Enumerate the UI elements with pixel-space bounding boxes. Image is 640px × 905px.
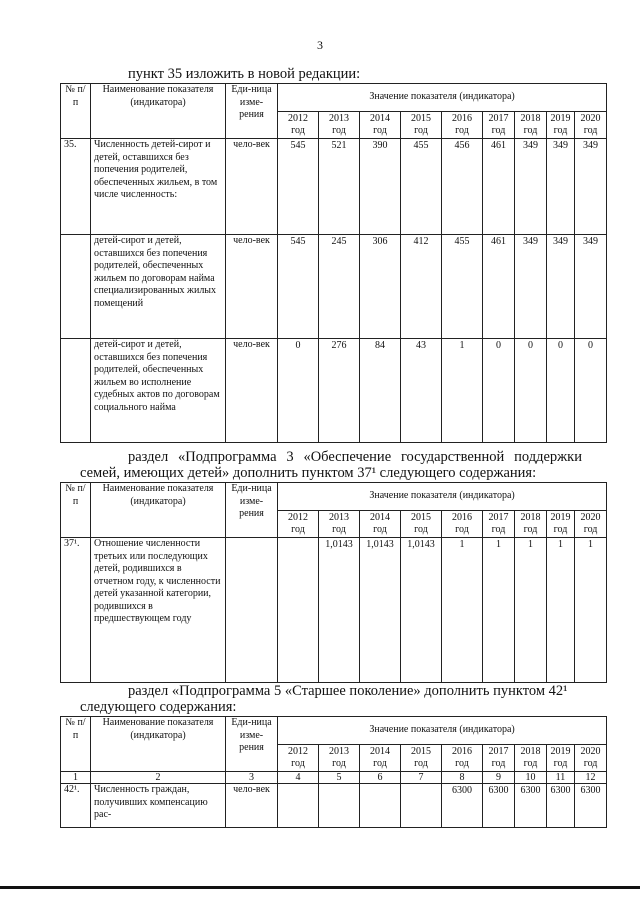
value-2013: 521 [319, 139, 360, 235]
year-number: 2018 [520, 512, 541, 523]
value-2018: 349 [515, 235, 547, 339]
header-no: № п/п [61, 483, 91, 538]
value-2020: 349 [575, 235, 607, 339]
header-year-2017 [483, 112, 515, 139]
value-2017: 461 [483, 139, 515, 235]
header-no: № п/п [61, 717, 91, 772]
header-name: Наименование показателя (индикатора) [91, 84, 226, 139]
year-number: 2016 [452, 512, 472, 523]
value-2016: 6300 [442, 784, 483, 828]
value-2017: 0 [483, 339, 515, 443]
column-number: 4 [278, 772, 319, 784]
column-number: 1 [61, 772, 91, 784]
year-word: год [332, 524, 346, 535]
year-number: 2018 [520, 113, 541, 124]
year-word: год [373, 758, 387, 769]
year-word: год [455, 758, 469, 769]
header-year-2013 [319, 511, 360, 538]
header-unit: Еди-ница изме-рения [226, 483, 278, 538]
value-2014: 1,0143 [360, 538, 401, 683]
header-year-2013 [319, 745, 360, 772]
value-2015: 412 [401, 235, 442, 339]
indicator-name: Численность граждан, получивших компенсацию рас- [91, 784, 226, 828]
header-year-2014 [360, 511, 401, 538]
column-number: 8 [442, 772, 483, 784]
year-word: год [583, 524, 598, 535]
indicator-name: Отношение численности третьих или последующих детей, родившихся в отчетном году, к численности детей указанной категории, родившихся в предшествующем году [91, 538, 226, 683]
value-2019: 1 [547, 538, 575, 683]
indicator-name: детей-сирот и детей, оставшихся без попечения родителей, обеспеченных жильем по договорам найма специализированных жилых помещений [91, 235, 226, 339]
row-number: 42¹. [61, 784, 91, 828]
year-number: 2017 [488, 746, 509, 757]
year-word: год [553, 758, 568, 769]
header-year-2018 [515, 112, 547, 139]
indicator-table-2 [60, 482, 607, 683]
column-number: 10 [515, 772, 547, 784]
value-2012: 545 [278, 139, 319, 235]
column-number: 9 [483, 772, 515, 784]
year-word: год [583, 758, 598, 769]
value-2015 [401, 784, 442, 828]
header-unit: Еди-ница изме-рения [226, 84, 278, 139]
header-unit: Еди-ница изме-рения [226, 717, 278, 772]
value-2012: 0 [278, 339, 319, 443]
value-2012: 545 [278, 235, 319, 339]
unit [226, 538, 278, 683]
year-number: 2014 [370, 113, 390, 124]
value-2013: 276 [319, 339, 360, 443]
year-word: год [414, 758, 428, 769]
unit: чело-век [226, 784, 278, 828]
header-year-2019 [547, 112, 575, 139]
year-word: год [523, 758, 538, 769]
year-number: 2019 [550, 113, 571, 124]
year-word: год [455, 524, 469, 535]
header-year-2019 [547, 511, 575, 538]
value-2015: 455 [401, 139, 442, 235]
value-2014 [360, 784, 401, 828]
value-2016: 456 [442, 139, 483, 235]
table-row [61, 339, 607, 443]
value-2017: 1 [483, 538, 515, 683]
row-number: 37¹. [61, 538, 91, 683]
header-value: Значение показателя (индикатора) [278, 84, 607, 112]
value-2018: 6300 [515, 784, 547, 828]
year-word: год [491, 125, 506, 136]
year-word: год [553, 125, 568, 136]
column-number: 12 [575, 772, 607, 784]
year-word: год [455, 125, 469, 136]
year-number: 2020 [580, 746, 601, 757]
year-word: год [583, 125, 598, 136]
header-year-2016 [442, 511, 483, 538]
year-word: год [291, 125, 305, 136]
value-2015: 43 [401, 339, 442, 443]
value-2014: 84 [360, 339, 401, 443]
value-2020: 6300 [575, 784, 607, 828]
page-number: 3 [317, 38, 323, 52]
value-2015: 1,0143 [401, 538, 442, 683]
value-2020: 0 [575, 339, 607, 443]
year-word: год [523, 524, 538, 535]
year-number: 2015 [411, 113, 431, 124]
header-year-2020 [575, 511, 607, 538]
header-year-2015 [401, 112, 442, 139]
value-2018: 1 [515, 538, 547, 683]
header-year-2017 [483, 745, 515, 772]
year-word: год [414, 125, 428, 136]
year-word: год [332, 125, 346, 136]
year-number: 2012 [288, 512, 308, 523]
year-number: 2017 [488, 113, 509, 124]
year-word: год [373, 524, 387, 535]
value-2019: 349 [547, 139, 575, 235]
header-year-2012 [278, 112, 319, 139]
indicator-table-3 [60, 716, 607, 828]
year-number: 2014 [370, 746, 390, 757]
header-year-2020 [575, 745, 607, 772]
header-year-2016 [442, 112, 483, 139]
row-number [61, 339, 91, 443]
row-number [61, 235, 91, 339]
year-word: год [373, 125, 387, 136]
indicator-table-1 [60, 83, 607, 443]
year-word: год [414, 524, 428, 535]
year-word: год [291, 758, 305, 769]
year-number: 2017 [488, 512, 509, 523]
header-year-2019 [547, 745, 575, 772]
column-number: 11 [547, 772, 575, 784]
column-number: 7 [401, 772, 442, 784]
header-year-2015 [401, 511, 442, 538]
header-year-2018 [515, 745, 547, 772]
year-number: 2019 [550, 512, 571, 523]
header-year-2012 [278, 511, 319, 538]
year-number: 2013 [329, 746, 349, 757]
table-row [61, 784, 607, 828]
value-2019: 6300 [547, 784, 575, 828]
year-number: 2015 [411, 746, 431, 757]
value-2019: 349 [547, 235, 575, 339]
year-number: 2020 [580, 512, 601, 523]
value-2013 [319, 784, 360, 828]
header-year-2012 [278, 745, 319, 772]
header-year-2015 [401, 745, 442, 772]
value-2017: 461 [483, 235, 515, 339]
header-no: № п/п [61, 84, 91, 139]
year-number: 2014 [370, 512, 390, 523]
section3-intro-line2: следующего содержания: [80, 699, 237, 715]
footer-rule [0, 886, 640, 889]
unit: чело-век [226, 339, 278, 443]
year-number: 2013 [329, 512, 349, 523]
header-value: Значение показателя (индикатора) [278, 483, 607, 511]
year-word: год [291, 524, 305, 535]
year-number: 2012 [288, 746, 308, 757]
header-year-2014 [360, 112, 401, 139]
value-2012 [278, 784, 319, 828]
year-number: 2015 [411, 512, 431, 523]
column-number: 2 [91, 772, 226, 784]
year-word: год [523, 125, 538, 136]
value-2020: 349 [575, 139, 607, 235]
value-2018: 0 [515, 339, 547, 443]
header-value: Значение показателя (индикатора) [278, 717, 607, 745]
header-year-2018 [515, 511, 547, 538]
value-2018: 349 [515, 139, 547, 235]
year-word: год [553, 524, 568, 535]
value-2014: 390 [360, 139, 401, 235]
year-number: 2013 [329, 113, 349, 124]
header-year-2014 [360, 745, 401, 772]
indicator-name: Численность детей-сирот и детей, оставшихся без попечения родителей, обеспеченных жильем, в том числе численность: [91, 139, 226, 235]
year-number: 2016 [452, 113, 472, 124]
value-2013: 1,0143 [319, 538, 360, 683]
header-year-2017 [483, 511, 515, 538]
value-2016: 1 [442, 538, 483, 683]
header-name: Наименование показателя (индикатора) [91, 483, 226, 538]
unit: чело-век [226, 139, 278, 235]
year-number: 2012 [288, 113, 308, 124]
year-number: 2018 [520, 746, 541, 757]
section2-intro-line2: семей, имеющих детей» дополнить пунктом 37¹ следующего содержания: [80, 465, 537, 481]
year-number: 2020 [580, 113, 601, 124]
year-number: 2019 [550, 746, 571, 757]
header-name: Наименование показателя (индикатора) [91, 717, 226, 772]
value-2014: 306 [360, 235, 401, 339]
year-word: год [491, 524, 506, 535]
row-number: 35. [61, 139, 91, 235]
value-2017: 6300 [483, 784, 515, 828]
section2-intro-line1: раздел «Подпрограмма 3 «Обеспечение государственной поддержки [128, 449, 582, 465]
header-year-2013 [319, 112, 360, 139]
column-number: 6 [360, 772, 401, 784]
table-row [61, 538, 607, 683]
header-year-2016 [442, 745, 483, 772]
section3-intro-line1: раздел «Подпрограмма 5 «Старшее поколение» дополнить пунктом 42¹ [128, 683, 568, 699]
year-number: 2016 [452, 746, 472, 757]
section1-intro: пункт 35 изложить в новой редакции: [128, 66, 361, 82]
year-word: год [491, 758, 506, 769]
value-2013: 245 [319, 235, 360, 339]
table-row [61, 235, 607, 339]
value-2016: 1 [442, 339, 483, 443]
column-number: 3 [226, 772, 278, 784]
table-row [61, 139, 607, 235]
value-2012 [278, 538, 319, 683]
unit: чело-век [226, 235, 278, 339]
column-number: 5 [319, 772, 360, 784]
value-2016: 455 [442, 235, 483, 339]
year-word: год [332, 758, 346, 769]
value-2020: 1 [575, 538, 607, 683]
indicator-name: детей-сирот и детей, оставшихся без попечения родителей, обеспеченных жильем во исполнение судебных актов по договорам социального найма [91, 339, 226, 443]
header-year-2020 [575, 112, 607, 139]
value-2019: 0 [547, 339, 575, 443]
